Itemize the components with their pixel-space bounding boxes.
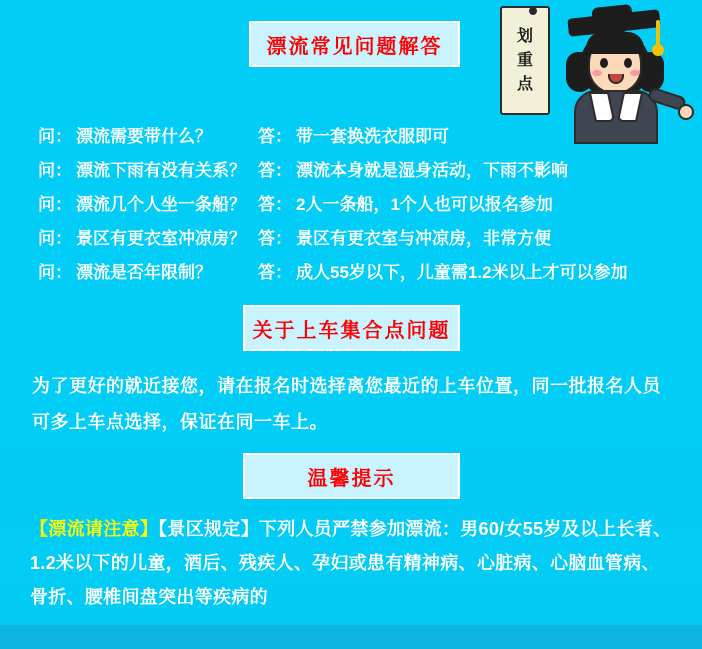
faq-answer [258,190,553,215]
faq-answer-text: 漂流本身就是湿身活动，下雨不影响 [296,161,568,180]
answer-label: 答： [258,263,292,282]
faq-answer [258,156,568,181]
faq-title-text: 漂流常见问题解答 [266,35,443,58]
plaque-sign [500,6,550,115]
notice-body: 【景区规定】下列人员严禁参加漂流：男60/女55岁及以上长者、1.2米以下的儿童，酒后、残疾人、孕妇或患有精神病、心脏病、心脑血管病、骨折、腰椎间盘突出等疾病的 [30,519,672,607]
faq-answer-text: 景区有更衣室与冲凉房，非常方便 [296,229,551,248]
boarding-title-box [243,305,460,351]
eye-right [624,58,632,68]
faq-question [0,156,258,181]
answer-label: 答： [258,229,292,248]
question-label: 问： [38,195,72,214]
faq-question [0,122,258,147]
faq-answer-text: 带一套换洗衣服即可 [296,127,449,146]
question-label: 问： [38,263,72,282]
faq-answer [258,122,449,147]
faq-question-text: 漂流几个人坐一条船？ [76,195,246,214]
faq-row [0,190,702,224]
answer-label: 答： [258,127,292,146]
boarding-paragraph: 为了更好的就近接您，请在报名时选择离您最近的上车位置，同一批报名人员可多上车点选择，保证在同一车上。 [32,376,661,432]
faq-question-text: 景区有更衣室冲凉房？ [76,229,246,248]
notice-paragraph [30,512,674,614]
graduate-illustration [492,0,692,135]
boarding-title-text: 关于上车集合点问题 [252,319,451,342]
ponytail-right [638,52,664,92]
faq-row [0,258,702,292]
faq-answer [258,258,628,283]
answer-label: 答： [258,161,292,180]
faq-title-box [249,21,460,67]
cheek-left [592,70,602,76]
faq-list [0,122,702,292]
faq-row [0,122,702,156]
question-label: 问： [38,127,72,146]
answer-label: 答： [258,195,292,214]
cheek-right [630,70,640,76]
faq-question [0,224,258,249]
bottom-bar [0,625,702,649]
faq-row [0,224,702,258]
question-label: 问： [38,229,72,248]
hand-right [678,104,694,120]
cap-tassel-knot [652,44,664,56]
question-label: 问： [38,161,72,180]
faq-question [0,258,258,283]
faq-question-text: 漂流下雨有没有关系？ [76,161,246,180]
eye-left [600,58,608,68]
faq-question [0,190,258,215]
tips-title-text: 温馨提示 [307,467,396,490]
bangs [586,32,644,54]
tips-title-box [243,453,460,499]
faq-answer-text: 成人55岁以下，儿童需1.2米以上才可以参加 [296,263,628,282]
faq-answer-text: 2人一条船，1个人也可以报名参加 [296,195,553,214]
faq-row [0,156,702,190]
plaque-char-1: 划 [516,27,533,45]
plaque-pin [529,7,537,15]
faq-question-text: 漂流需要带什么？ [76,127,212,146]
notice-highlight: 【漂流请注意】 [30,519,159,539]
plaque-char-3: 点 [516,75,533,93]
plaque-char-2: 重 [516,51,533,69]
faq-question-text: 漂流是否年限制？ [76,263,212,282]
graduate-girl-figure [552,8,692,136]
faq-answer [258,224,551,249]
cap-tassel [656,20,660,46]
